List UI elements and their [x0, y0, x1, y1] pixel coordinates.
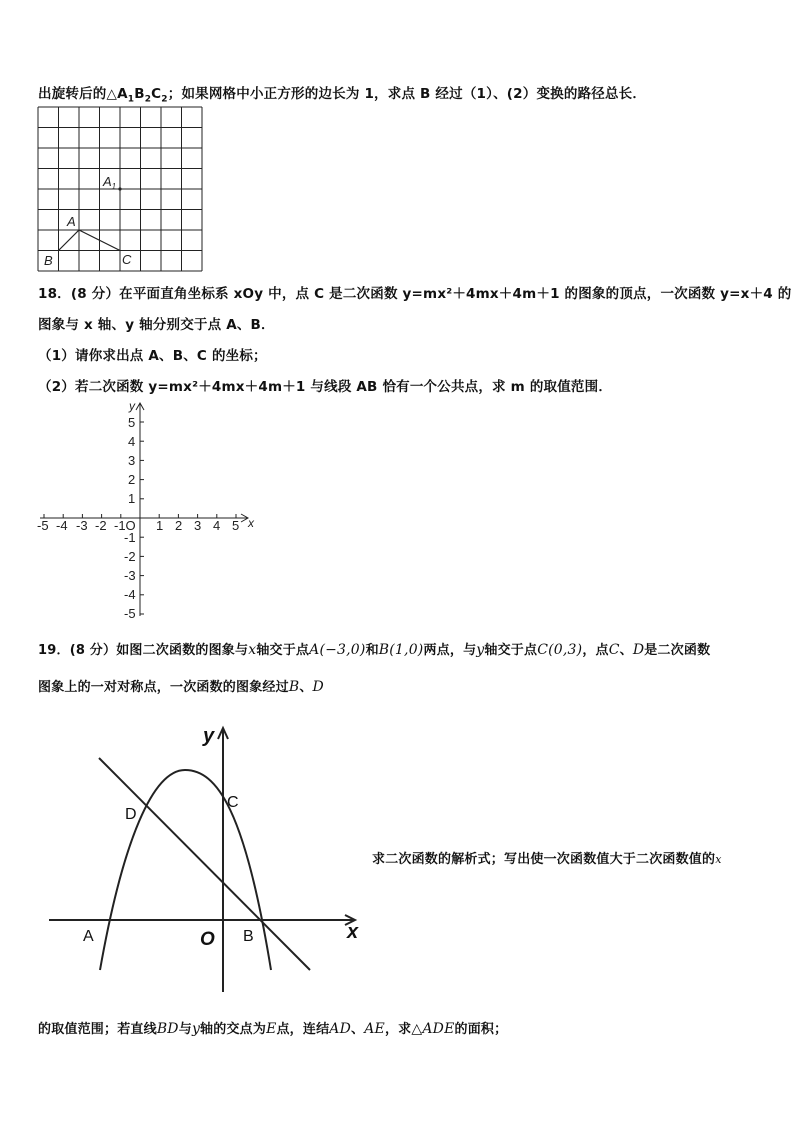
label-c: C	[122, 252, 132, 267]
x-tick-label-origin: -1O	[114, 518, 136, 533]
q19-l3-ae: AE	[364, 1021, 385, 1037]
point-a1	[118, 187, 121, 190]
y-axis-label: y	[129, 399, 135, 413]
q19-l1-y: y	[476, 642, 485, 658]
x-tick-label-2: 2	[175, 518, 183, 533]
y-tick-label-4: 4	[128, 434, 136, 449]
q19-l3-c: 轴的交点为	[200, 1022, 267, 1037]
q19-l2-b: B	[288, 679, 300, 695]
label-b: B	[44, 253, 53, 268]
q19-point-b: B(1,0)	[378, 642, 424, 658]
x-axis-label: x	[248, 516, 254, 530]
q19-l3-e: ，求	[384, 1022, 412, 1037]
x-tick-label-neg3: -3	[76, 518, 88, 533]
top-text-a: 出旋转后的△A	[38, 86, 128, 102]
y-tick-label-5: 5	[128, 415, 136, 430]
label-d: D	[125, 806, 137, 823]
y-tick-label-2: 2	[128, 472, 136, 487]
q19-l3-y: y	[191, 1021, 201, 1037]
q18-line-1: 18．(8 分）在平面直角坐标系 xOy 中，点 C 是二次函数 y=mx²＋4mx＋4m＋1 的图象的顶点，一次函数 y=x＋4 的	[38, 286, 792, 302]
q19-l3-tri: △ADE	[411, 1021, 455, 1037]
x-tick-label-neg2: -2	[95, 518, 107, 533]
sub-3: 2	[161, 94, 168, 105]
top-text-b: B	[134, 86, 145, 102]
q18-line-2: 图象与 x 轴、y 轴分别交于点 A、B．	[38, 317, 275, 333]
q19-point-c: C(0,3)	[537, 642, 583, 658]
grid-figure	[36, 104, 206, 274]
label-y: y	[203, 725, 215, 747]
q19-line-3	[38, 1018, 507, 1037]
q19-side-x: x	[715, 853, 722, 866]
label-a1: $A_1$	[103, 174, 117, 191]
q19-l1-a: 19．(8 分）如图二次函数的图象与	[38, 643, 249, 658]
sub-2: 2	[144, 94, 152, 105]
q19-pt-c: C	[608, 642, 620, 658]
label-a: A	[67, 214, 76, 229]
q19-l3-bd: BD	[156, 1021, 179, 1037]
x-tick-label-neg5: -5	[37, 518, 49, 533]
q19-l1-f: 、	[619, 643, 633, 658]
q19-l1-and: 和	[365, 643, 379, 658]
q18-part-2: （2）若二次函数 y=mx²＋4mx＋4m＋1 与线段 AB 恰有一个公共点，求 m 的取值范围．	[38, 379, 613, 395]
triangle-abc	[59, 230, 121, 251]
q19-l1-g: 是二次函数	[644, 643, 711, 658]
label-o: O	[200, 929, 215, 950]
q19-l1-b: 轴交于点	[256, 643, 310, 658]
q19-l3-f: 的面积；	[454, 1022, 508, 1037]
q19-l1-e: ，点	[582, 643, 609, 658]
parabola-figure	[45, 720, 375, 1000]
y-tick-label-neg3: -3	[124, 568, 136, 583]
y-tick-label-neg1: -1	[124, 530, 136, 545]
y-tick-label-neg2: -2	[124, 549, 136, 564]
q19-l1-d: 轴交于点	[484, 643, 538, 658]
x-tick-label-5: 5	[232, 518, 240, 533]
q19-line-2	[38, 676, 324, 695]
label-x: x	[347, 921, 359, 943]
label-b: B	[243, 928, 254, 945]
q19-l3-a: 的取值范围；若直线	[38, 1022, 157, 1037]
y-tick-label-neg4: -4	[124, 587, 136, 602]
q19-l2-d: D	[312, 679, 324, 695]
q19-l1-c: 两点，与	[423, 643, 477, 658]
x-tick-label-neg4: -4	[56, 518, 68, 533]
label-a: A	[83, 928, 94, 945]
q19-l1-x: x	[248, 642, 257, 658]
q19-l3-sep: 、	[351, 1022, 365, 1037]
q19-pt-d: D	[632, 642, 645, 658]
q19-point-a: A(−3,0)	[309, 642, 366, 658]
y-tick-label-1: 1	[128, 491, 136, 506]
q18-part-1: （1）请你求出点 A、B、C 的坐标；	[38, 348, 267, 364]
x-tick-label-4: 4	[213, 518, 221, 533]
q19-l2-sep: 、	[299, 680, 313, 695]
q19-l3-e-point: E	[266, 1021, 277, 1037]
axes-figure	[36, 398, 276, 623]
sub-1: 1	[127, 94, 135, 105]
q19-l2-a: 图象上的一对对称点，一次函数的图象经过	[38, 680, 289, 695]
q19-line-1	[38, 639, 710, 658]
x-tick-label-3: 3	[194, 518, 202, 533]
q19-side-a: 求二次函数的解析式；写出使一次函数值大于二次函数值的	[372, 852, 716, 867]
top-text-line	[38, 82, 646, 105]
q19-side-text	[372, 848, 722, 867]
q19-l3-ad: AD	[329, 1021, 352, 1037]
label-c: C	[227, 794, 239, 811]
top-text-c: C	[151, 86, 162, 102]
y-tick-label-3: 3	[128, 453, 136, 468]
x-tick-label-1: 1	[156, 518, 164, 533]
top-text-d: ；如果网格中小正方形的边长为 1，求点 B 经过（1）、(2）变换的路径总长．	[167, 86, 647, 102]
y-tick-label-neg5: -5	[124, 606, 136, 621]
q19-l3-b: 与	[178, 1022, 192, 1037]
q19-l3-d: 点，连结	[276, 1022, 330, 1037]
